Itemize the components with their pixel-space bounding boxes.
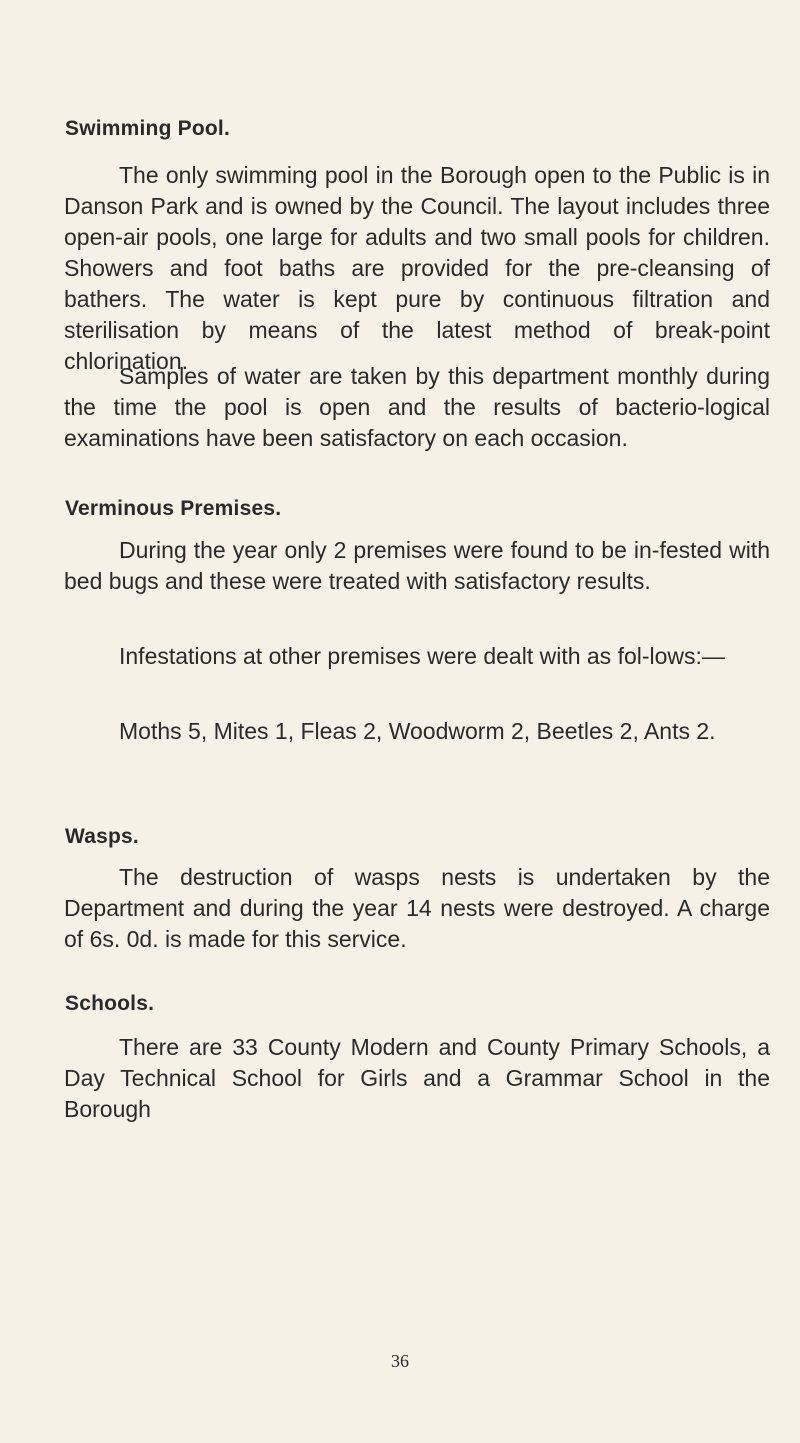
paragraph-infestations-list: Moths 5, Mites 1, Fleas 2, Woodworm 2, Beetles 2, Ants 2.: [119, 718, 716, 744]
paragraph-water-samples: Samples of water are taken by this department monthly during the time the pool is open and the results of bacterio-logical examinations have been satisfactory on each occasion.: [64, 363, 770, 451]
heading-schools: Schools.: [65, 992, 155, 1015]
heading-verminous-premises: Verminous Premises.: [65, 497, 282, 520]
paragraph-bed-bugs: During the year only 2 premises were found to be in-fested with bed bugs and these were treated with satisfactory results.: [64, 537, 770, 594]
paragraph-infestations-intro: Infestations at other premises were dealt with as fol-lows:—: [119, 643, 725, 669]
heading-wasps: Wasps.: [65, 825, 139, 848]
page-number: 36: [391, 1351, 409, 1371]
paragraph-swimming-pool-description: The only swimming pool in the Borough open to the Public is in Danson Park and is owned by the Council. The layout includes three open-air pools, one large for adults and two small pools for children. Showers and foot baths are provided for the pre-cleansing of bathers. The water is kept pure by continuous filtration and sterilisation by means of the latest method of break-point chlorination.: [64, 162, 770, 374]
paragraph-wasps-nests: The destruction of wasps nests is undertaken by the Department and during the year 14 nests were destroyed. A charge of 6s. 0d. is made for this service.: [64, 864, 770, 952]
paragraph-schools: There are 33 County Modern and County Primary Schools, a Day Technical School for Girls and a Grammar School in the Borough: [64, 1034, 770, 1122]
heading-swimming-pool: Swimming Pool.: [65, 117, 230, 140]
